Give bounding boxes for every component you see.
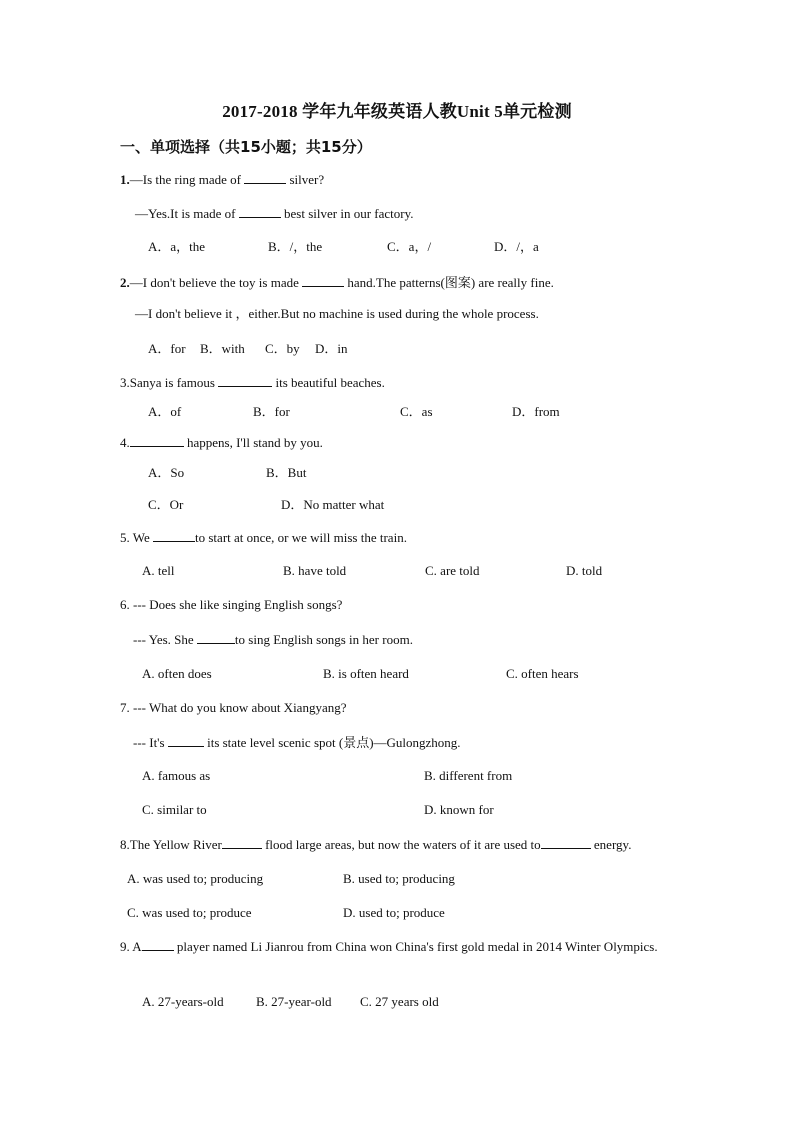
option-d[interactable]: D. told xyxy=(566,563,603,578)
question-text: flood large areas, but now the waters of it are used to xyxy=(261,837,541,852)
section-heading: 一、单项选择（共15小题；共15分） xyxy=(120,138,372,156)
question-text: Sanya is famous xyxy=(129,375,219,390)
answer-text: --- Yes. She xyxy=(133,632,197,647)
question-7 xyxy=(120,700,346,716)
question-text: --- What do you know about Xiangyang? xyxy=(129,700,347,715)
question-text: to start at once, or we will miss the train. xyxy=(195,530,407,545)
option-a[interactable]: A．So xyxy=(148,465,185,480)
option-b[interactable]: B．with xyxy=(200,341,245,356)
option-d[interactable]: D. known for xyxy=(424,802,494,817)
answer-blank xyxy=(142,938,174,951)
answer-blank xyxy=(244,171,286,184)
option-c[interactable]: C. 27 years old xyxy=(360,994,439,1009)
question-text: The Yellow River xyxy=(129,837,222,852)
question-7-line-2 xyxy=(133,734,461,751)
option-a[interactable]: A. often does xyxy=(142,666,212,681)
option-c[interactable]: C. are told xyxy=(425,563,480,578)
question-number: 7. xyxy=(120,700,130,715)
option-b[interactable]: B. used to; producing xyxy=(343,871,455,886)
option-a[interactable]: A. was used to; producing xyxy=(127,871,264,886)
question-2 xyxy=(120,274,554,291)
option-d[interactable]: D．from xyxy=(512,404,560,419)
question-1 xyxy=(120,171,324,188)
question-8 xyxy=(120,836,631,853)
option-b[interactable]: B．But xyxy=(266,465,307,480)
question-6 xyxy=(120,597,342,613)
option-c[interactable]: C．Or xyxy=(148,497,184,512)
answer-blank xyxy=(168,734,204,747)
option-a[interactable]: A. tell xyxy=(142,563,175,578)
option-b[interactable]: B．/，the xyxy=(268,239,323,254)
question-number: 1. xyxy=(120,172,130,187)
question-text: energy. xyxy=(590,837,632,852)
option-a[interactable]: A．of xyxy=(148,404,182,419)
question-number: 4. xyxy=(120,435,130,450)
question-text: —Is the ring made of xyxy=(129,172,245,187)
answer-text: to sing English songs in her room. xyxy=(234,632,413,647)
question-9 xyxy=(120,936,673,957)
answer-text: best silver in our factory. xyxy=(280,206,414,221)
question-4 xyxy=(120,434,323,451)
question-text: —I don't believe the toy is made xyxy=(129,275,303,290)
question-text: its beautiful beaches. xyxy=(272,375,385,390)
option-d[interactable]: D．/，a xyxy=(494,239,539,254)
question-number: 5. xyxy=(120,530,130,545)
question-number: 3. xyxy=(120,375,130,390)
question-2-line-2: —I don't believe it ，either.But no machine is used during the whole process. xyxy=(135,306,539,321)
option-c[interactable]: C. similar to xyxy=(142,802,207,817)
question-number: 8. xyxy=(120,837,130,852)
question-number: 9. xyxy=(120,939,130,954)
question-text: hand.The patterns(图案) are really fine. xyxy=(344,275,554,290)
question-1-line-2 xyxy=(135,205,414,222)
option-b[interactable]: B. different from xyxy=(424,768,513,783)
option-d[interactable]: D．in xyxy=(315,341,348,356)
answer-blank xyxy=(302,274,344,287)
option-c[interactable]: C. was used to; produce xyxy=(127,905,252,920)
answer-blank xyxy=(239,205,281,218)
question-number: 2. xyxy=(120,275,130,290)
question-text: player named Li Jianrou from China won China's first gold medal in 2014 Winter Olympics. xyxy=(173,939,658,954)
answer-blank xyxy=(197,631,235,644)
question-text: --- Does she like singing English songs? xyxy=(129,597,343,612)
option-a[interactable]: A．for xyxy=(148,341,186,356)
answer-text: its state level scenic spot (景点)—Gulongzhong. xyxy=(203,735,461,750)
option-b[interactable]: B. is often heard xyxy=(323,666,409,681)
option-c[interactable]: C．by xyxy=(265,341,300,356)
option-b[interactable]: B. have told xyxy=(283,563,347,578)
page-title: 2017-2018 学年九年级英语人教Unit 5单元检测 xyxy=(222,102,572,121)
option-a[interactable]: A．a，the xyxy=(148,239,206,254)
option-a[interactable]: A. 27-years-old xyxy=(142,994,224,1009)
question-text: A xyxy=(129,939,142,954)
answer-blank xyxy=(222,836,262,849)
option-b[interactable]: B．for xyxy=(253,404,290,419)
question-6-line-2 xyxy=(133,631,413,648)
question-number: 6. xyxy=(120,597,130,612)
option-b[interactable]: B. 27-year-old xyxy=(256,994,332,1009)
question-3 xyxy=(120,374,385,391)
answer-blank xyxy=(130,434,184,447)
question-text: We xyxy=(129,530,154,545)
answer-text: --- It's xyxy=(133,735,168,750)
option-c[interactable]: C．a，/ xyxy=(387,239,432,254)
question-5 xyxy=(120,529,407,546)
option-a[interactable]: A. famous as xyxy=(142,768,211,783)
question-text: happens, I'll stand by you. xyxy=(183,435,323,450)
option-d[interactable]: D．No matter what xyxy=(281,497,385,512)
answer-text: —Yes.It is made of xyxy=(135,206,239,221)
option-d[interactable]: D. used to; produce xyxy=(343,905,445,920)
option-c[interactable]: C．as xyxy=(400,404,433,419)
option-c[interactable]: C. often hears xyxy=(506,666,579,681)
answer-blank xyxy=(218,374,272,387)
question-text: silver? xyxy=(286,172,325,187)
answer-blank xyxy=(153,529,195,542)
answer-blank xyxy=(541,836,591,849)
